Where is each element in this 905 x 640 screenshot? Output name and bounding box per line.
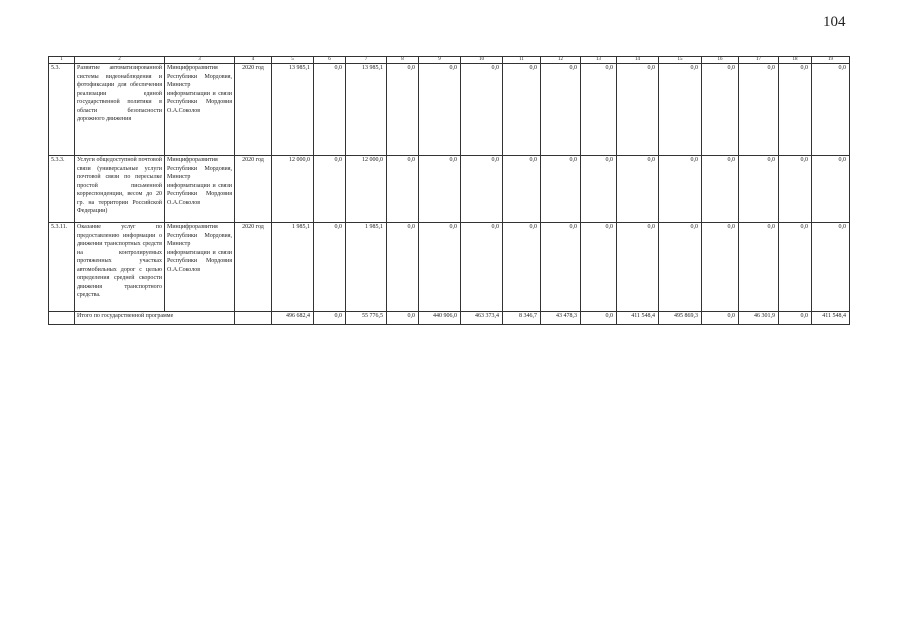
total-row bbox=[49, 312, 850, 325]
value-cell: 0,0 bbox=[812, 64, 850, 156]
value-cell: 0,0 bbox=[541, 156, 581, 223]
header-cell: 3 bbox=[165, 57, 235, 64]
table-row bbox=[49, 223, 850, 312]
value-cell: 0,0 bbox=[617, 156, 659, 223]
value-cell: 0,0 bbox=[387, 64, 419, 156]
value-cell: 0,0 bbox=[314, 64, 346, 156]
header-cell: 9 bbox=[419, 57, 461, 64]
value-cell: 0,0 bbox=[541, 223, 581, 312]
total-value: 0,0 bbox=[779, 312, 812, 325]
total-value: 495 869,3 bbox=[659, 312, 702, 325]
total-value: 55 776,5 bbox=[346, 312, 387, 325]
value-cell: 0,0 bbox=[659, 223, 702, 312]
total-value: 0,0 bbox=[702, 312, 739, 325]
period: 2020 год bbox=[235, 64, 272, 156]
total-value: 496 682,4 bbox=[272, 312, 314, 325]
value-cell: 0,0 bbox=[581, 156, 617, 223]
value-cell: 0,0 bbox=[314, 156, 346, 223]
value-cell: 0,0 bbox=[314, 223, 346, 312]
value-cell: 0,0 bbox=[739, 223, 779, 312]
value-cell: 0,0 bbox=[659, 64, 702, 156]
period: 2020 год bbox=[235, 223, 272, 312]
header-cell: 10 bbox=[461, 57, 503, 64]
header-cell: 19 bbox=[812, 57, 850, 64]
total-value: 411 548,4 bbox=[617, 312, 659, 325]
executor: Минцифроразвития Республики Мордовия, Министр информатизации и связи Республики Мордовия О.А.Соколов bbox=[165, 223, 235, 312]
value-cell: 0,0 bbox=[541, 64, 581, 156]
value-cell: 0,0 bbox=[659, 156, 702, 223]
value-cell: 0,0 bbox=[419, 64, 461, 156]
value-cell: 0,0 bbox=[812, 156, 850, 223]
value-cell: 0,0 bbox=[461, 64, 503, 156]
value-cell: 0,0 bbox=[739, 156, 779, 223]
budget-table bbox=[48, 56, 850, 325]
table-row bbox=[49, 156, 850, 223]
total-value: 43 478,3 bbox=[541, 312, 581, 325]
value-cell: 0,0 bbox=[702, 64, 739, 156]
value-cell: 0,0 bbox=[503, 156, 541, 223]
executor: Минцифроразвития Республики Мордовия, Министр информатизации и связи Республики Мордовия О.А.Соколов bbox=[165, 64, 235, 156]
header-cell: 17 bbox=[739, 57, 779, 64]
header-row bbox=[49, 57, 850, 64]
value-cell: 13 985,1 bbox=[272, 64, 314, 156]
header-cell: 4 bbox=[235, 57, 272, 64]
value-cell: 0,0 bbox=[779, 156, 812, 223]
header-cell: 15 bbox=[659, 57, 702, 64]
value-cell: 12 000,0 bbox=[272, 156, 314, 223]
value-cell: 0,0 bbox=[617, 223, 659, 312]
value-cell: 0,0 bbox=[702, 223, 739, 312]
measure-name: Оказание услуг по предоставлению информации о движении транспортных средств на контролируемых протяженных участках автомобильных дорог с целью определения средней скорости движения транспортного средства. bbox=[75, 223, 165, 312]
total-value: 0,0 bbox=[314, 312, 346, 325]
value-cell: 0,0 bbox=[581, 223, 617, 312]
header-cell: 5 bbox=[272, 57, 314, 64]
header-cell: 14 bbox=[617, 57, 659, 64]
header-cell: 2 bbox=[75, 57, 165, 64]
value-cell: 0,0 bbox=[617, 64, 659, 156]
period: 2020 год bbox=[235, 156, 272, 223]
value-cell: 0,0 bbox=[503, 223, 541, 312]
value-cell: 0,0 bbox=[702, 156, 739, 223]
value-cell: 1 985,1 bbox=[346, 223, 387, 312]
value-cell: 1 985,1 bbox=[272, 223, 314, 312]
value-cell: 12 000,0 bbox=[346, 156, 387, 223]
total-value: 411 548,4 bbox=[812, 312, 850, 325]
value-cell: 0,0 bbox=[419, 223, 461, 312]
header-cell: 12 bbox=[541, 57, 581, 64]
executor: Минцифроразвития Республики Мордовия, Министр информатизации и связи Республики Мордовия О.А.Соколов bbox=[165, 156, 235, 223]
header-cell: 18 bbox=[779, 57, 812, 64]
total-value: 46 301,9 bbox=[739, 312, 779, 325]
total-value: 0,0 bbox=[581, 312, 617, 325]
value-cell: 13 985,1 bbox=[346, 64, 387, 156]
header-cell: 13 bbox=[581, 57, 617, 64]
value-cell: 0,0 bbox=[779, 64, 812, 156]
row-number: 5.3.11. bbox=[49, 223, 75, 312]
row-number: 5.3.3. bbox=[49, 156, 75, 223]
header-cell: 11 bbox=[503, 57, 541, 64]
value-cell: 0,0 bbox=[739, 64, 779, 156]
header-cell: 7 bbox=[346, 57, 387, 64]
page-number: 104 bbox=[823, 14, 846, 30]
value-cell: 0,0 bbox=[387, 223, 419, 312]
total-value: 0,0 bbox=[387, 312, 419, 325]
value-cell: 0,0 bbox=[461, 223, 503, 312]
value-cell: 0,0 bbox=[461, 156, 503, 223]
total-value: 8 346,7 bbox=[503, 312, 541, 325]
value-cell: 0,0 bbox=[812, 223, 850, 312]
value-cell: 0,0 bbox=[387, 156, 419, 223]
total-value: 440 906,0 bbox=[419, 312, 461, 325]
value-cell: 0,0 bbox=[503, 64, 541, 156]
row-number: 5.3. bbox=[49, 64, 75, 156]
header-cell: 6 bbox=[314, 57, 346, 64]
value-cell: 0,0 bbox=[779, 223, 812, 312]
value-cell: 0,0 bbox=[419, 156, 461, 223]
header-cell: 8 bbox=[387, 57, 419, 64]
measure-name: Развитие автоматизированной системы видеонаблюдения и фотофиксации для обеспечения реализации единой государственной политики в области безопасности дорожного движения bbox=[75, 64, 165, 156]
value-cell: 0,0 bbox=[581, 64, 617, 156]
header-cell: 1 bbox=[49, 57, 75, 64]
header-cell: 16 bbox=[702, 57, 739, 64]
table-row bbox=[49, 64, 850, 156]
measure-name: Услуги общедоступной почтовой связи (универсальные услуги почтовой связи по пересылке простой письменной корреспонденции, весом до 20 гр. на территории Российской Федерации) bbox=[75, 156, 165, 223]
total-label: Итого по государственной программе bbox=[75, 312, 235, 325]
total-value: 463 373,4 bbox=[461, 312, 503, 325]
